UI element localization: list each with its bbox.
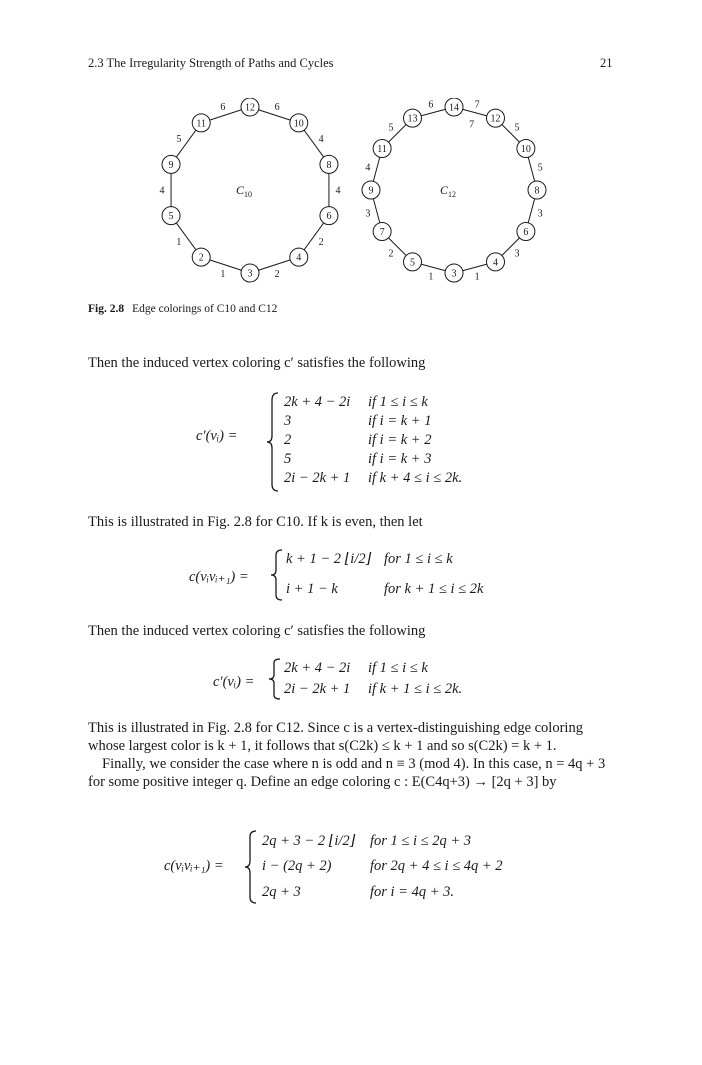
case-cond: for 2q + 4 ≤ i ≤ 4q + 2: [370, 858, 503, 874]
case-expr: 2q + 3 − 2 ⌊i/2⌋: [262, 833, 356, 849]
edge-label: 5: [514, 122, 520, 134]
paragraph-5: Finally, we consider the case where n is odd and n ≡ 3 (mod 4). In this case, n = 4q + 3 for some positive integer q. Define an edge coloring c : E(C4q+3) → [2q + 3] by: [88, 756, 606, 790]
vertex-label: 3: [247, 268, 253, 280]
paragraph-1: Then the induced vertex coloring c′ satisfies the following: [88, 355, 426, 371]
case-expr: 2i − 2k + 1: [284, 681, 351, 697]
vertex-label: 11: [377, 144, 387, 155]
paragraph-2: This is illustrated in Fig. 2.8 for C10. If k is even, then let: [88, 514, 423, 530]
figure-caption: [88, 303, 277, 315]
edge-label: 5: [388, 122, 394, 134]
case-expr: k + 1 − 2 ⌊i/2⌋: [286, 551, 372, 567]
equation-lhs: c(vᵢvᵢ₊₁) =: [189, 569, 249, 585]
edge-label: 4: [159, 185, 165, 197]
cycle-name-label: $C_{10}$: [235, 183, 253, 199]
left-brace: [244, 830, 258, 904]
edge-label: 3: [365, 208, 371, 220]
vertex-label: 7: [379, 227, 385, 238]
edge-label: 2: [318, 237, 324, 249]
figure-cycle-colorings: [150, 98, 570, 288]
edge-label: 7: [469, 119, 475, 131]
edge-label: 2: [274, 269, 280, 281]
case-cond: if i = k + 3: [368, 451, 432, 467]
edge-label: 4: [365, 162, 371, 174]
edge-label: 6: [220, 101, 226, 113]
case-expr: 3: [284, 413, 292, 429]
case-cond: if k + 4 ≤ i ≤ 2k.: [368, 470, 463, 486]
vertex-label: 6: [523, 227, 529, 238]
vertex-label: 2: [198, 252, 204, 264]
edge-label: 4: [318, 133, 324, 145]
vertex-label: 9: [368, 185, 374, 197]
case-cond: if 1 ≤ i ≤ k: [368, 394, 428, 410]
vertex-label: 5: [168, 211, 174, 223]
vertex-label: 12: [245, 102, 255, 114]
edge-label: 6: [274, 101, 280, 113]
vertex-label: 13: [407, 113, 418, 125]
left-brace: [268, 658, 282, 700]
case-cond: for 1 ≤ i ≤ k: [384, 551, 453, 567]
case-cond: if 1 ≤ i ≤ k: [368, 660, 428, 676]
edge-label: 6: [428, 99, 434, 111]
vertex-label: 4: [493, 257, 498, 269]
edge-label: 3: [514, 248, 520, 260]
paragraph-4: This is illustrated in Fig. 2.8 for C12. Since c is a vertex-distinguishing edge coloring whose largest color is k + 1, it follows that s(C2k) ≤ k + 1 and so s(C2k) = k + 1.: [88, 720, 583, 754]
case-cond: for 1 ≤ i ≤ 2q + 3: [370, 833, 472, 849]
case-expr: i − (2q + 2): [262, 858, 332, 874]
edge-label: 1: [176, 237, 182, 249]
equation-lhs: c′(vᵢ) =: [213, 674, 255, 690]
edge-label: 3: [537, 208, 543, 220]
vertex-label: 4: [296, 252, 302, 264]
vertex-label: 10: [520, 144, 531, 155]
case-expr: 2k + 4 − 2i: [284, 394, 351, 410]
vertex-label: 14: [449, 102, 459, 114]
figure-caption-label: Fig. 2.8: [88, 303, 125, 315]
cycle-c12: [362, 98, 546, 283]
edge-label: 1: [428, 271, 434, 283]
case-expr: 2q + 3: [262, 884, 301, 900]
vertex-label: 9: [168, 159, 174, 171]
paragraph-3: Then the induced vertex coloring c′ satisfies the following: [88, 623, 426, 639]
edge-label: 5: [176, 133, 182, 145]
case-expr: 5: [284, 451, 292, 467]
edge-label: 1: [474, 271, 480, 283]
vertex-label: 6: [326, 211, 332, 223]
case-cond: for i = 4q + 3.: [370, 884, 455, 900]
edge-label: 5: [537, 162, 543, 174]
vertex-label: 3: [451, 268, 457, 280]
case-cond: if k + 1 ≤ i ≤ 2k.: [368, 681, 463, 697]
case-cond: if i = k + 2: [368, 432, 432, 448]
running-header: 2.3 The Irregularity Strength of Paths and Cycles: [88, 56, 334, 70]
vertex-label: 12: [490, 113, 501, 125]
left-brace: [270, 549, 284, 601]
equation-lhs: c′(vᵢ) =: [196, 428, 238, 444]
vertex-label: 11: [196, 118, 207, 130]
vertex-label: 10: [293, 118, 304, 130]
case-expr: 2i − 2k + 1: [284, 470, 351, 486]
case-expr: 2: [284, 432, 292, 448]
cycle-c10: [160, 98, 341, 282]
case-expr: 2k + 4 − 2i: [284, 660, 351, 676]
vertex-label: 5: [410, 257, 415, 269]
case-cond: if i = k + 1: [368, 413, 432, 429]
case-expr: i + 1 − k: [286, 581, 338, 597]
page-number: 21: [600, 56, 613, 70]
edge-label: 7: [474, 99, 480, 111]
edge-label: 4: [335, 185, 341, 197]
vertex-label: 8: [326, 159, 332, 171]
edge-label: 2: [388, 248, 394, 260]
left-brace: [266, 392, 280, 492]
edge-label: 1: [220, 269, 226, 281]
vertex-label: 8: [534, 185, 540, 197]
equation-lhs: c(vᵢvᵢ₊₁) =: [164, 858, 224, 874]
cycle-name-label: $C_{12}$: [439, 183, 457, 199]
figure-caption-text: Edge colorings of C10 and C12: [132, 303, 278, 315]
case-cond: for k + 1 ≤ i ≤ 2k: [384, 581, 484, 597]
